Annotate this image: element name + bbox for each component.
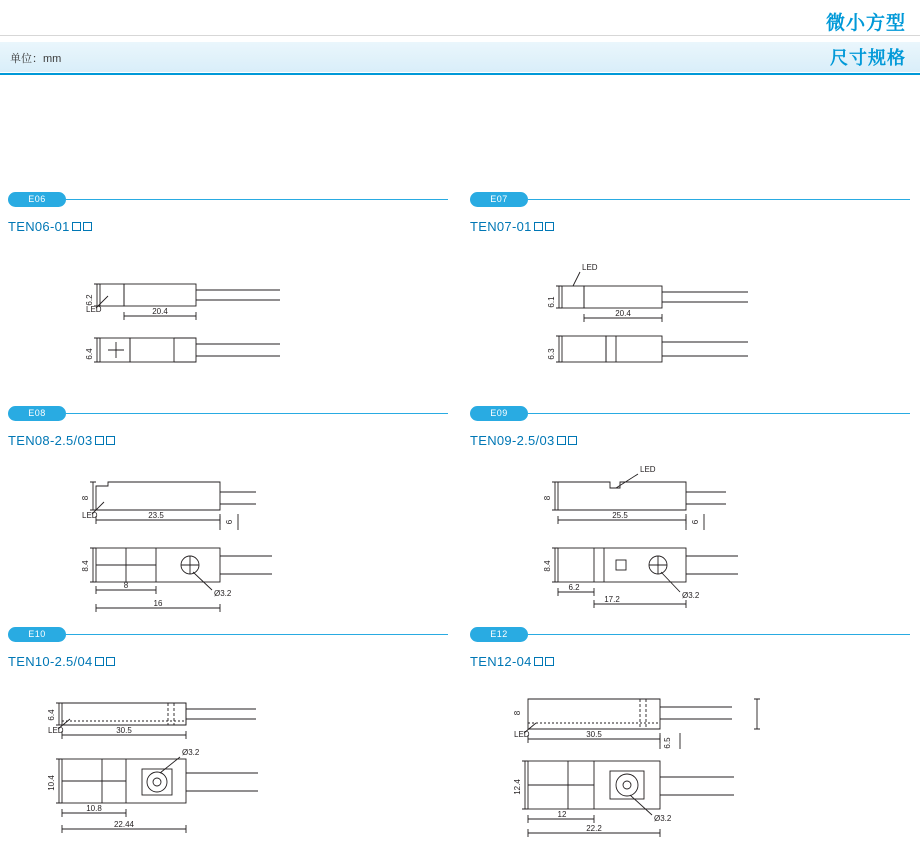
dimension-drawing-e09 bbox=[470, 452, 910, 627]
dim-width: 10.4 bbox=[47, 775, 56, 791]
model-text: TEN07-01 bbox=[470, 219, 532, 234]
dimension-drawing-e10 bbox=[8, 673, 448, 843]
dimension-drawing-e06 bbox=[8, 238, 448, 378]
dim-height: 8 bbox=[543, 495, 552, 501]
series-tag: E08 bbox=[8, 406, 66, 421]
series-tag: E10 bbox=[8, 627, 66, 642]
dim-hole-dia: Ø3.2 bbox=[182, 748, 200, 757]
dim-length: 20.4 bbox=[615, 309, 631, 318]
series-tag: E12 bbox=[470, 627, 528, 642]
model-checkbox-square bbox=[534, 222, 543, 231]
tag-rule bbox=[528, 199, 910, 200]
spec-block-e09 bbox=[470, 406, 910, 627]
drawing-svg bbox=[470, 238, 910, 378]
model-text: TEN09-2.5/03 bbox=[470, 433, 555, 448]
dim-hole-pitch: 10.8 bbox=[86, 804, 102, 813]
model-checkbox-square bbox=[95, 657, 104, 666]
dim-height: 6.1 bbox=[547, 296, 556, 308]
dim-hole-dia: Ø3.2 bbox=[682, 591, 700, 600]
unit-bar-background bbox=[0, 42, 920, 72]
tag-rule bbox=[66, 199, 448, 200]
dim-tail: 6.5 bbox=[663, 737, 672, 749]
led-label: LED bbox=[640, 465, 656, 474]
dim-height: 6.2 bbox=[85, 294, 94, 306]
dim-length: 30.5 bbox=[586, 730, 602, 739]
dim-hole-pitch: 8 bbox=[123, 581, 129, 590]
model-label bbox=[8, 433, 448, 448]
unit-bar bbox=[0, 42, 920, 80]
spec-block-e08 bbox=[8, 406, 448, 627]
model-checkbox-square bbox=[545, 657, 554, 666]
model-checkbox-square bbox=[534, 657, 543, 666]
tag-row bbox=[470, 627, 910, 643]
unit-bar-rule bbox=[0, 73, 920, 75]
model-checkbox-square bbox=[568, 436, 577, 445]
dim-hole-pitch: 12 bbox=[557, 810, 567, 819]
dim-hole-dia: Ø3.2 bbox=[654, 814, 672, 823]
spec-block-e06 bbox=[8, 192, 448, 378]
header-divider bbox=[0, 35, 920, 36]
led-label: LED bbox=[514, 730, 530, 739]
tag-row bbox=[470, 192, 910, 208]
dim-tail: 6 bbox=[225, 519, 234, 525]
model-text: TEN06-01 bbox=[8, 219, 70, 234]
dim-length: 20.4 bbox=[152, 307, 168, 316]
model-checkbox-square bbox=[545, 222, 554, 231]
series-tag: E06 bbox=[8, 192, 66, 207]
unit-label: 单位：mm bbox=[10, 53, 62, 65]
drawing-svg bbox=[8, 452, 448, 627]
dimension-drawing-e08 bbox=[8, 452, 448, 627]
dim-width: 8.4 bbox=[543, 560, 552, 572]
dim-width: 8.4 bbox=[81, 560, 90, 572]
model-checkbox-square bbox=[106, 436, 115, 445]
series-tag: E07 bbox=[470, 192, 528, 207]
dimension-drawing-e07 bbox=[470, 238, 910, 378]
model-label bbox=[470, 433, 910, 448]
spec-block-e07 bbox=[470, 192, 910, 378]
spec-section-title: 尺寸规格 bbox=[830, 48, 906, 68]
model-text: TEN12-04 bbox=[470, 654, 532, 669]
dim-length: 30.5 bbox=[116, 726, 132, 735]
dim-overall: 22.2 bbox=[586, 824, 602, 833]
dim-length: 25.5 bbox=[612, 511, 628, 520]
dim-height: 8 bbox=[81, 495, 90, 501]
dim-height: 6.4 bbox=[47, 709, 56, 721]
model-checkbox-square bbox=[72, 222, 81, 231]
drawing-svg bbox=[8, 673, 448, 843]
led-label: LED bbox=[86, 305, 102, 314]
tag-rule bbox=[528, 413, 910, 414]
model-label bbox=[470, 219, 910, 234]
page-header bbox=[0, 0, 920, 36]
model-checkbox-square bbox=[106, 657, 115, 666]
spec-block-e10 bbox=[8, 627, 448, 843]
dim-width: 12.4 bbox=[513, 779, 522, 795]
dim-width: 6.4 bbox=[85, 348, 94, 360]
tag-row bbox=[8, 192, 448, 208]
dim-height: 8 bbox=[513, 710, 522, 716]
drawing-svg bbox=[470, 452, 910, 627]
led-label: LED bbox=[582, 263, 598, 272]
dim-hole-pitch: 6.2 bbox=[568, 583, 580, 592]
tag-rule bbox=[66, 413, 448, 414]
model-label bbox=[8, 654, 448, 669]
tag-rule bbox=[528, 634, 910, 635]
drawing-svg bbox=[470, 673, 910, 843]
led-label: LED bbox=[48, 726, 64, 735]
dim-overall: 22.44 bbox=[113, 820, 135, 829]
model-label bbox=[470, 654, 910, 669]
dim-tail: 6 bbox=[691, 519, 700, 525]
dim-length: 23.5 bbox=[148, 511, 164, 520]
model-text: TEN08-2.5/03 bbox=[8, 433, 93, 448]
drawing-svg bbox=[8, 238, 448, 378]
tag-row bbox=[8, 406, 448, 422]
model-checkbox-square bbox=[557, 436, 566, 445]
dim-hole-dia: Ø3.2 bbox=[214, 589, 232, 598]
tag-row bbox=[8, 627, 448, 643]
model-text: TEN10-2.5/04 bbox=[8, 654, 93, 669]
model-checkbox-square bbox=[95, 436, 104, 445]
series-tag: E09 bbox=[470, 406, 528, 421]
tag-rule bbox=[66, 634, 448, 635]
dim-overall: 16 bbox=[153, 599, 163, 608]
dimension-drawing-e12 bbox=[470, 673, 910, 843]
model-label bbox=[8, 219, 448, 234]
dim-width: 6.3 bbox=[547, 348, 556, 360]
dim-overall: 17.2 bbox=[604, 595, 620, 604]
led-label: LED bbox=[82, 511, 98, 520]
page-title: 微小方型 bbox=[825, 13, 906, 34]
spec-block-e12 bbox=[470, 627, 910, 843]
tag-row bbox=[470, 406, 910, 422]
model-checkbox-square bbox=[83, 222, 92, 231]
